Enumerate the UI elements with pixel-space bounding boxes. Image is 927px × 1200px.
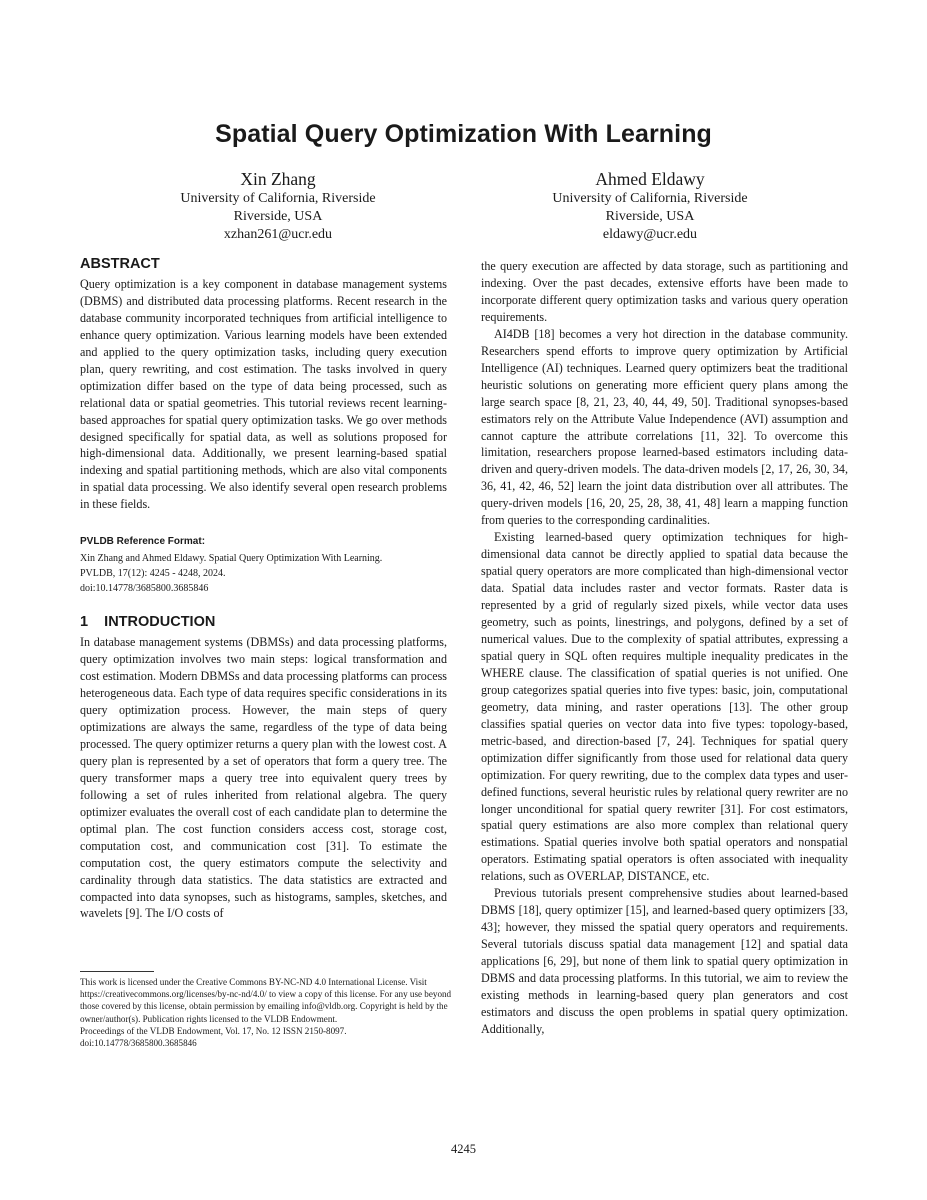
introduction-heading: 1 INTRODUCTION [80, 614, 216, 631]
paper-title: Spatial Query Optimization With Learning [215, 120, 712, 148]
introduction-paragraph: AI4DB [18] becomes a very hot direction in the database community. Researchers spend efforts to improve query optimization by Artificial Intelligence (AI) techniques. Learned query optimizers beat the traditional heuristic solutions on generating more efficient query plans among the large search space [8, 21, 23, 40, 44, 49, 50]. Traditional synopses-based estimators rely on the Attribute Value Independence (AVI) assumption and cannot capture the attribute correlations [11, 32]. To overcome this limitation, researchers propose learned-based estimators including data-driven and query-driven models. The data-driven models [2, 17, 26, 30, 34, 36, 41, 42, 46, 52] learn the joint data distribution over all attributes. The query-driven models [16, 20, 25, 28, 38, 41, 48] learn a mapping function from queries to the corresponding cardinalities. [481, 326, 848, 528]
author-name: Xin Zhang [240, 169, 316, 189]
author-1 [128, 168, 428, 245]
introduction-paragraph: In database management systems (DBMSs) and data processing platforms, query optimization involves two main steps: logical transformation and cost estimation. Modern DBMSs and data processing platforms can process heterogeneous data. Each type of data requires specific considerations in its query optimization process. However, the main steps of query optimizations are always the same, regardless of the type of data being processed. The query optimizer returns a query plan with the lowest cost. A query plan is represented by a set of operators that form a query tree. The query transformer maps a query tree into equivalent query trees by following a set of rules inherited from relational algebra. The query optimizer evaluates the overall cost of each candidate plan to determine the optimal plan. The cost function considers access cost, storage cost, computation cost, and communication cost [31]. To estimate the computation cost, the query estimators compute the selectivity and cardinality through data statistics. The data statistics are extracted and compacted into data synopses, such as histograms, samples, sketches, and wavelets [9]. The I/O costs of [80, 635, 447, 921]
reference-format-heading: PVLDB Reference Format: [80, 536, 206, 548]
author-affiliation: University of California, Riverside [180, 191, 376, 206]
author-name: Ahmed Eldawy [595, 169, 705, 189]
abstract-text: Query optimization is a key component in database management systems (DBMS) and distributed data processing platforms. Recent research in the database community incorporated techniques from artificial intelligence to enhance query optimization. Various learning models have been extended and applied to the query optimization tasks, including query execution plan, query rewriting, and cost estimation. The tasks involved in query optimization differ based on the type of data being processed, such as relational data or spatial geometries. This tutorial reviews recent learning-based approaches for spatial query optimization tasks. We go over methods designed specifically for spatial data, as well as solutions proposed for high-dimensional data. Additionally, we present learning-based spatial indexing and spatial partitioning methods, which are also vital components in spatial data processing. We also identify several open research problems in these fields. [80, 276, 447, 512]
left-column [80, 256, 447, 922]
footnote-rule [80, 971, 154, 972]
author-email: eldawy@ucr.edu [602, 227, 698, 243]
reference-format-line: PVLDB, 17(12): 4245 - 4248, 2024. [80, 568, 226, 580]
introduction-paragraph: Existing learned-based query optimization techniques for high-dimensional data cannot be directly applied to spatial data because the spatial query operators are more complicated than high-dimensional vector data. Spatial data includes raster and vector formats. Raster data is represented by a grid of regularly sized pixels, while vector data uses geometry, such as points, linestrings, and polygons, defined by a set of numerical values. Due to the complexity of spatial attributes, expressing a spatial query in SQL often requires multiple inequality predicates in the WHERE clause. The classification of spatial queries is not unified. One group categorizes spatial queries into five types: basic, join, computational geometry, data mining, and raster operations [13]. The other group classifies spatial queries on vector data into five types: topology-based, metric-based, and direction-based [7, 24]. Techniques for spatial query optimization differ significantly from those used for relational data query optimization. For query rewriting, due to the complex data types and user-defined functions, several heuristic rules by relational query rewriter are no longer unconditional for spatial query rewriter [31]. For cost estimators, spatial query estimations are also more complex than relational query estimations. Spatial queries involve both spatial operators and nonspatial operators. Estimating spatial operators is often associated with inequality relations, such as OVERLAP, DISTANCE, etc. [481, 530, 848, 884]
footnote-license: This work is licensed under the Creative Commons BY-NC-ND 4.0 International License. Visit https://creativecommons.org/licenses/by-nc-nd/4.0/ to view a copy of this license. For any use beyond those covered by this license, obtain permission by emailing info@vldb.org. Copyright is held by the owner/author(s). Publication rights licensed to the VLDB Endowment. [80, 977, 452, 1024]
footnote-doi: doi:10.14778/3685800.3685846 [80, 1038, 197, 1049]
author-location: Riverside, USA [233, 209, 323, 225]
page-number: 4245 [451, 1142, 476, 1156]
author-affiliation: University of California, Riverside [552, 191, 748, 206]
introduction-paragraph: Previous tutorials present comprehensive studies about learned-based DBMS [18], query optimizer [15], and learned-based query optimizers [33, 43]; however, they missed the spatial query operators and requirements. Several tutorials discuss spatial data management [12] and spatial data applications [6, 29], but none of them link to spatial query optimization in DBMS and data processing platforms. In this tutorial, we aim to review the existing methods in learning-based query plan generators and cost estimators and discuss the open problems in spatial query optimization. Additionally, [481, 886, 848, 1036]
footnote-proceedings: Proceedings of the VLDB Endowment, Vol. 17, No. 12 ISSN 2150-8097. [80, 1025, 347, 1036]
reference-format-doi: doi:10.14778/3685800.3685846 [80, 583, 209, 595]
abstract-heading: ABSTRACT [80, 256, 160, 272]
reference-format-line: Xin Zhang and Ahmed Eldawy. Spatial Query Optimization With Learning. [80, 553, 383, 565]
reference-format [80, 534, 447, 596]
author-2 [500, 168, 800, 245]
author-location: Riverside, USA [605, 209, 695, 225]
footnote [80, 976, 452, 1049]
introduction-paragraph: the query execution are affected by data storage, such as partitioning and indexing. Over the past decades, extensive efforts have been made to incorporate different query optimization tasks and various query operation requirements. [481, 259, 848, 324]
author-email: xzhan261@ucr.edu [223, 227, 333, 243]
right-column [481, 258, 848, 1038]
